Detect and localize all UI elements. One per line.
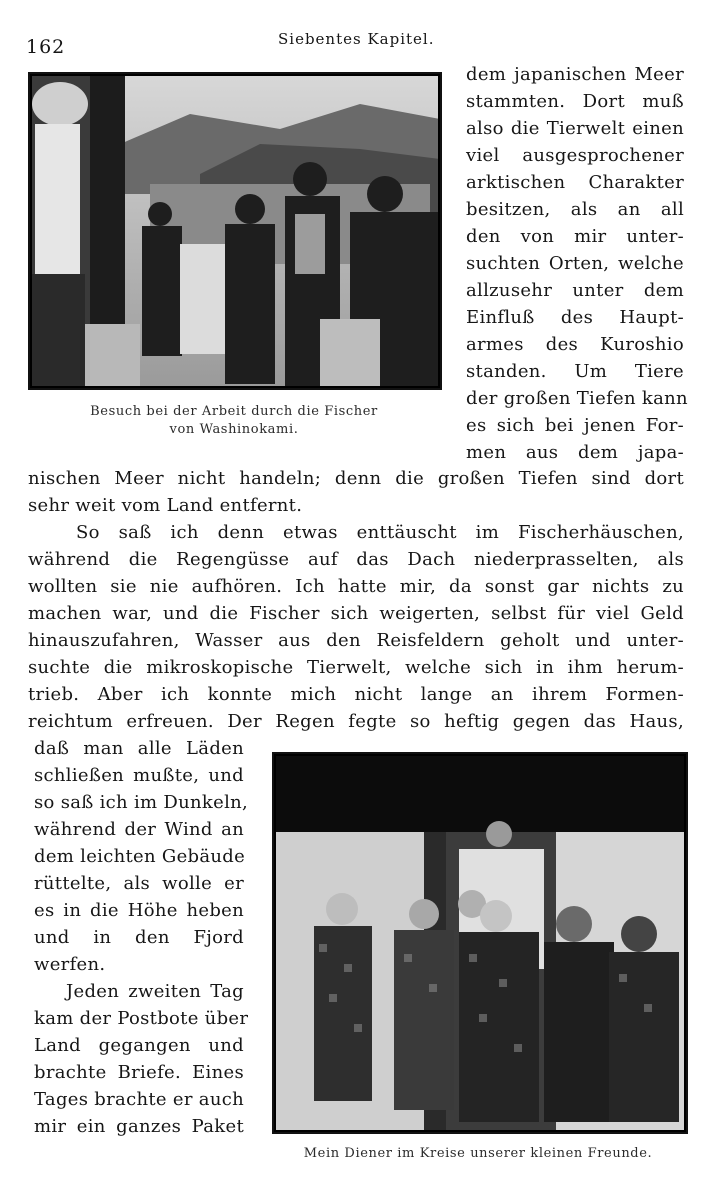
text-line: suchte die mikroskopische Tierwelt, welche sich in ihm herum- <box>28 657 684 678</box>
text-line: Einfluß des Haupt- <box>466 307 684 328</box>
running-head: Siebentes Kapitel. <box>278 30 435 48</box>
text-line: armes des Kuroshio <box>466 334 684 355</box>
text-line: dem japanischen Meer <box>466 64 684 85</box>
text-line: während die Regengüsse auf das Dach niederprasselten, als <box>28 549 684 570</box>
text-line: sehr weit vom Land entfernt. <box>28 495 303 516</box>
text-line: daß man alle Läden <box>34 738 244 759</box>
text-line: und in den Fjord <box>34 927 244 948</box>
text-line: Tages brachte er auch <box>34 1089 244 1110</box>
text-line: so saß ich im Dunkeln, <box>34 792 249 813</box>
text-line: es sich bei jenen For- <box>466 415 684 436</box>
text-line: kam der Postbote über <box>34 1008 249 1029</box>
text-line: also die Tierwelt einen <box>466 118 684 139</box>
text-line: besitzen, als an all <box>466 199 684 220</box>
text-line: stammten. Dort muß <box>466 91 684 112</box>
text-line: Land gegangen und <box>34 1035 244 1056</box>
text-line: hinauszufahren, Wasser aus den Reisfeldern geholt und unter- <box>28 630 684 651</box>
text-line: reichtum erfreuen. Der Regen fegte so heftig gegen das Haus, <box>28 711 684 732</box>
text-line: der großen Tiefen kann <box>466 388 688 409</box>
text-line: viel ausgesprochener <box>466 145 684 166</box>
figure-caption-1: Besuch bei der Arbeit durch die Fischer von Washinokami. <box>90 404 378 437</box>
text-line: machen war, und die Fischer sich weigerten, selbst für viel Geld <box>28 603 684 624</box>
text-line: den von mir unter- <box>466 226 684 247</box>
text-line: es in die Höhe heben <box>34 900 244 921</box>
text-line: schließen mußte, und <box>34 765 244 786</box>
text-line: So saß ich denn etwas enttäuscht im Fischerhäuschen, <box>76 522 684 543</box>
text-line: suchten Orten, welche <box>466 253 684 274</box>
text-line: nischen Meer nicht handeln; denn die großen Tiefen sind dort <box>28 468 684 489</box>
text-line: während der Wind an <box>34 819 244 840</box>
text-line: dem leichten Gebäude <box>34 846 246 867</box>
text-line: arktischen Charakter <box>466 172 684 193</box>
photo-fishermen <box>28 72 442 390</box>
text-line: trieb. Aber ich konnte mich nicht lange an ihrem Formen- <box>28 684 684 705</box>
text-line: werfen. <box>34 954 106 975</box>
text-line: brachte Briefe. Eines <box>34 1062 244 1083</box>
text-line: wollten sie nie aufhören. Ich hatte mir, da sonst gar nichts zu <box>28 576 684 597</box>
page-number: 162 <box>26 36 66 58</box>
text-line: Jeden zweiten Tag <box>66 981 244 1002</box>
text-line: allzusehr unter dem <box>466 280 684 301</box>
text-line: mir ein ganzes Paket <box>34 1116 244 1137</box>
text-line: standen. Um Tiere <box>466 361 684 382</box>
text-line: rüttelte, als wolle er <box>34 873 244 894</box>
photo-servant-with-children <box>272 752 688 1134</box>
figure-caption-2: Mein Diener im Kreise unserer kleinen Freunde. <box>303 1146 653 1161</box>
text-line: men aus dem japa- <box>466 442 684 463</box>
